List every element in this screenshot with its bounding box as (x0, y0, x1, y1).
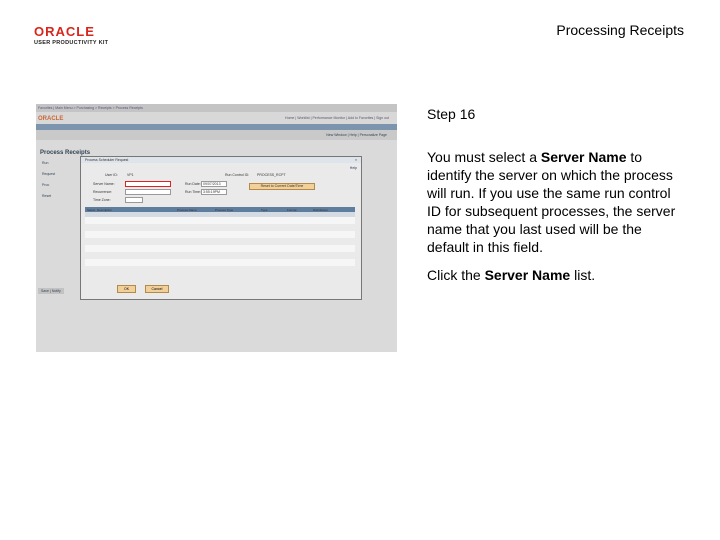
table-row[interactable] (85, 259, 355, 266)
user-id-value: VP1 (127, 173, 134, 177)
step-instruction (427, 266, 685, 284)
description-bold-1: Server Name (540, 149, 627, 165)
col-distribution: Distribution (313, 208, 329, 212)
dialog-form (85, 169, 355, 209)
col-type: Type (261, 208, 268, 212)
grid-rows (85, 217, 355, 273)
logo-brand: ORACLE (34, 24, 95, 39)
step-label: Step 16 (427, 106, 476, 122)
description-text-2: to identify the server on which the process will run. If you use the same run control ID for subsequent processes, the server name that you last used will be the default in this field. (427, 149, 676, 255)
dialog-buttons (117, 277, 173, 295)
run-time-value: 3:55:19PM (203, 190, 220, 194)
reset-datetime-button[interactable]: Reset to Current Date/Time (249, 183, 315, 190)
col-select: Select (87, 208, 96, 212)
time-zone-input[interactable] (125, 197, 143, 203)
close-icon[interactable]: × (354, 158, 357, 162)
process-scheduler-dialog (80, 156, 362, 300)
application-screenshot (36, 104, 397, 352)
header-links: Home | Worklist | Performance Monitor | Add to Favorites | Sign out (285, 116, 389, 120)
logo-product: USER PRODUCTIVITY KIT (34, 40, 109, 46)
table-row[interactable] (85, 224, 355, 231)
app-brand: ORACLE (38, 116, 64, 122)
left-column: Run Request Proc Reset (42, 161, 56, 198)
ok-button[interactable]: OK (117, 285, 136, 293)
process-list-grid (85, 207, 355, 273)
run-date-value: 09/07/2013 (203, 182, 221, 186)
table-row[interactable] (85, 238, 355, 245)
page-header-title: Processing Receipts (556, 22, 684, 38)
bottom-strip: Save | Notify (38, 288, 64, 294)
table-row[interactable] (85, 266, 355, 273)
top-navigation: Favorites | Main Menu > Purchasing > Receipts > Process Receipts (36, 104, 397, 112)
oracle-upk-logo (34, 24, 108, 46)
table-row[interactable] (85, 231, 355, 238)
run-control-label: Run Control ID: (225, 173, 250, 177)
dialog-title: Process Scheduler Request (85, 158, 129, 162)
col-format: Format (287, 208, 297, 212)
sub-bar-links: New Window | Help | Personalize Page (326, 133, 387, 137)
table-row[interactable] (85, 252, 355, 259)
brand-row (36, 112, 397, 124)
user-id-label: User ID: (105, 173, 118, 177)
col-process-type: Process Type (215, 208, 234, 212)
table-row[interactable] (85, 245, 355, 252)
instruction-bold: Server Name (484, 267, 571, 283)
server-name-label: Server Name: (93, 182, 115, 186)
step-description (427, 148, 685, 256)
col-description: Description (97, 208, 113, 212)
sub-bar (36, 130, 397, 140)
peoplesoft-window (36, 104, 397, 352)
run-control-value: PROCESS_RCPT (257, 173, 286, 177)
cancel-button[interactable]: Cancel (145, 285, 170, 293)
table-row[interactable] (85, 217, 355, 224)
server-name-select[interactable] (125, 181, 171, 187)
description-text-1: You must select a (427, 149, 541, 165)
app-page-title: Process Receipts (40, 150, 91, 156)
dialog-title-bar (81, 157, 361, 163)
recurrence-label: Recurrence: (93, 190, 113, 194)
col-process-name: Process Name (177, 208, 197, 212)
dialog-help-link[interactable]: Help (349, 166, 357, 170)
instruction-text-1: Click the (427, 267, 485, 283)
time-zone-label: Time Zone: (93, 198, 111, 202)
run-time-label: Run Time: (185, 190, 201, 194)
run-date-label: Run Date: (185, 182, 201, 186)
recurrence-select[interactable] (125, 189, 171, 195)
instruction-text-2: list. (570, 267, 596, 283)
